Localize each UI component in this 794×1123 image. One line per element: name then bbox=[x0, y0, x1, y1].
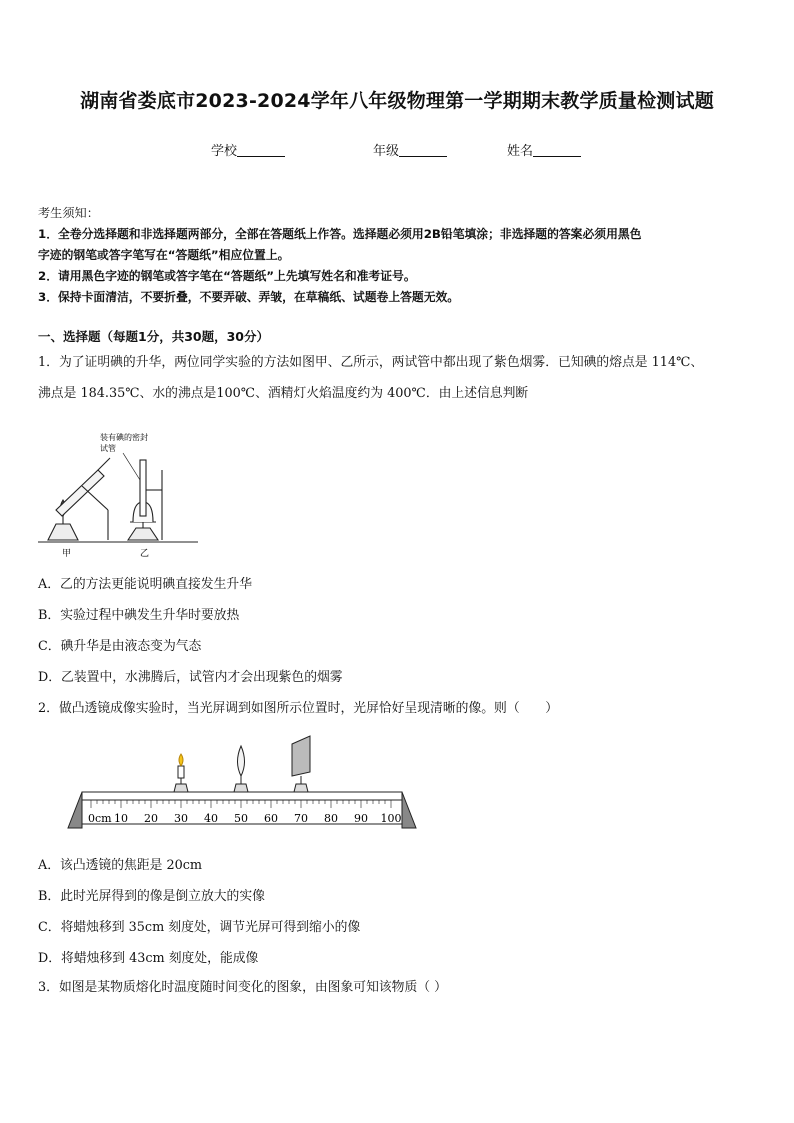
name-label: 姓名 bbox=[507, 144, 534, 159]
note-line: 2．请用黑色字迹的钢笔或答字笔在“答题纸”上先填写姓名和准考证号。 bbox=[38, 269, 416, 283]
page-title: 湖南省娄底市2023-2024学年八年级物理第一学期期末教学质量检测试题 bbox=[80, 90, 714, 112]
ruler-label: 20 bbox=[144, 812, 158, 825]
question-3-stem bbox=[38, 972, 766, 1003]
ruler-label: 60 bbox=[264, 812, 278, 825]
ruler-label: 80 bbox=[324, 812, 338, 825]
iodine-sublimation-figure bbox=[38, 430, 198, 560]
ruler-label: 70 bbox=[294, 812, 308, 825]
figure-label-b: 乙 bbox=[140, 549, 150, 559]
ruler-label: 0cm bbox=[88, 812, 112, 825]
light-screen-icon bbox=[292, 736, 310, 792]
bench-leg-right bbox=[402, 792, 416, 828]
figure-label-a: 甲 bbox=[62, 549, 72, 559]
note-line: 1．全卷分选择题和非选择题两部分，全部在答题纸上作答。选择题必须用2B铅笔填涂；非选择题的答案必须用黑色 bbox=[38, 227, 642, 241]
q2-option-b[interactable]: B．此时光屏得到的像是倒立放大的实像 bbox=[38, 889, 265, 904]
question-1-line1: 1．为了证明碘的升华，两位同学实验的方法如图甲、乙所示，两试管中都出现了紫色烟雾．已知碘的熔点是 114℃、 bbox=[38, 355, 704, 370]
name-blank[interactable] bbox=[533, 143, 581, 157]
test-tube-b bbox=[140, 460, 146, 516]
optical-bench bbox=[82, 792, 402, 800]
question-2-line1: 2．做凸透镜成像实验时，当光屏调到如图所示位置时，光屏恰好呈现清晰的像。则（ ） bbox=[38, 701, 559, 716]
alcohol-lamp-icon bbox=[48, 524, 78, 540]
notes-heading: 考生须知： bbox=[38, 206, 99, 220]
apparatus-b bbox=[128, 460, 162, 540]
grade-blank[interactable] bbox=[399, 143, 447, 157]
ruler-label: 90 bbox=[354, 812, 368, 825]
ruler-label: 50 bbox=[234, 812, 248, 825]
question-3-line1: 3．如图是某物质熔化时温度随时间变化的图象，由图象可知该物质（ ） bbox=[38, 980, 447, 995]
q2-option-c[interactable]: C．将蜡烛移到 35cm 刻度处，调节光屏可得到缩小的像 bbox=[38, 920, 361, 935]
grade-label: 年级 bbox=[373, 144, 400, 159]
ruler-label: 30 bbox=[174, 812, 188, 825]
alcohol-lamp-icon bbox=[128, 528, 158, 540]
apparatus-a bbox=[48, 458, 110, 540]
bench-leg-left bbox=[68, 792, 82, 828]
candle-icon bbox=[174, 754, 188, 792]
question-1-stem bbox=[38, 347, 766, 409]
ruler-label: 100 bbox=[380, 812, 402, 825]
school-field[interactable] bbox=[211, 140, 285, 159]
section-heading bbox=[38, 327, 269, 345]
section-label: 一、选择题（每题1分，共30题，30分） bbox=[38, 329, 269, 344]
ruler-label: 10 bbox=[114, 812, 128, 825]
grade-field[interactable] bbox=[373, 140, 447, 159]
test-tube-a bbox=[56, 470, 104, 516]
convex-lens-icon bbox=[234, 746, 248, 792]
q1-option-c[interactable]: C．碘升华是由液态变为气态 bbox=[38, 639, 202, 654]
note-line: 字迹的钢笔或答字笔写在“答题纸”相应位置上。 bbox=[38, 248, 290, 262]
optical-bench-figure bbox=[60, 732, 430, 832]
q1-option-a[interactable]: A．乙的方法更能说明碘直接发生升华 bbox=[38, 577, 252, 592]
figure-caption-line1: 装有碘的密封 bbox=[100, 433, 148, 442]
question-1-line2: 沸点是 184.35℃、水的沸点是100℃、酒精灯火焰温度约为 400℃．由上述信息判断 bbox=[38, 386, 529, 401]
school-label: 学校 bbox=[211, 144, 238, 159]
q2-option-a[interactable]: A．该凸透镜的焦距是 20cm bbox=[38, 858, 203, 873]
question-2-stem bbox=[38, 693, 766, 724]
q1-option-d[interactable]: D．乙装置中，水沸腾后，试管内才会出现紫色的烟雾 bbox=[38, 670, 343, 685]
q2-option-d[interactable]: D．将蜡烛移到 43cm 刻度处，能成像 bbox=[38, 951, 259, 966]
name-field[interactable] bbox=[507, 140, 581, 159]
school-blank[interactable] bbox=[237, 143, 285, 157]
q1-option-b[interactable]: B．实验过程中碘发生升华时要放热 bbox=[38, 608, 240, 623]
note-line: 3．保持卡面清洁，不要折叠，不要弄破、弄皱，在草稿纸、试题卷上答题无效。 bbox=[38, 290, 460, 304]
figure-caption-line2: 试管 bbox=[100, 444, 116, 453]
caption-pointer bbox=[123, 453, 140, 480]
exam-notes bbox=[38, 203, 758, 308]
ruler-label: 40 bbox=[204, 812, 218, 825]
